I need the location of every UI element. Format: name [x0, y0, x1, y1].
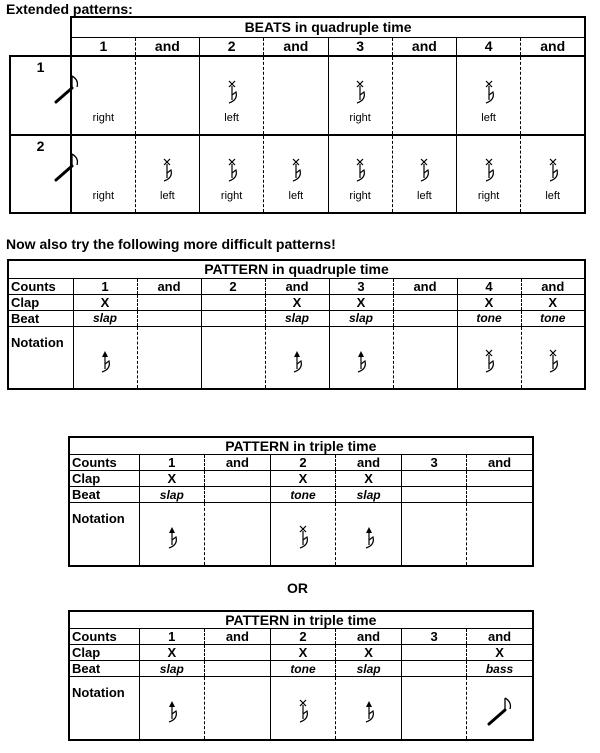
beat-cell [521, 135, 585, 213]
notation-cell [401, 503, 467, 566]
clap-cell [467, 471, 533, 487]
count-cell: 2 [201, 278, 265, 294]
bass-note-icon [52, 152, 82, 182]
counts-row [8, 278, 585, 294]
beat-cell: slap [73, 310, 137, 326]
clap-cell [401, 471, 467, 487]
bass-note-icon [52, 74, 82, 104]
notation-cell [467, 677, 533, 740]
slap-note-icon [290, 349, 304, 373]
difficult-patterns-title: Now also try the following more difficult patterns! [6, 236, 336, 252]
clap-row [8, 294, 585, 310]
count-cell: 1 [139, 629, 205, 645]
beat-cell [401, 661, 467, 677]
notation-cell [521, 327, 585, 389]
slap-note-icon [362, 525, 376, 549]
clap-cell: X [329, 294, 393, 310]
tone-note-icon [296, 699, 310, 723]
count-cell: and [336, 629, 402, 645]
beat-row [69, 487, 533, 503]
clap-cell: X [73, 294, 137, 310]
beat-cell [205, 661, 271, 677]
tone-note-icon [546, 158, 560, 182]
clap-cell [201, 294, 265, 310]
beat-cell: slap [336, 661, 402, 677]
count-cell: 2 [270, 629, 336, 645]
notation-cell [336, 503, 402, 566]
clap-cell: X [457, 294, 521, 310]
clap-row [69, 645, 533, 661]
beat-cell [328, 56, 392, 135]
clap-cell: X [336, 645, 402, 661]
beat-cell: tone [457, 310, 521, 326]
notation-cell [270, 677, 336, 740]
clap-label: Clap [69, 471, 139, 487]
counts-label: Counts [69, 455, 139, 471]
clap-cell: X [139, 645, 205, 661]
notation-cell [265, 327, 329, 389]
hand-label: right [92, 111, 115, 124]
notation-cell [205, 503, 271, 566]
count-cell: 4 [457, 278, 521, 294]
hand-label: right [349, 190, 371, 202]
count-cell: and [467, 629, 533, 645]
count-cell: and [135, 37, 199, 56]
clap-cell: X [265, 294, 329, 310]
beat-label: Beat [69, 487, 139, 503]
clap-cell: X [521, 294, 585, 310]
notation-label: Notation [69, 677, 139, 740]
tone-note-icon [482, 80, 496, 104]
notation-row [69, 503, 533, 566]
count-cell: 3 [401, 455, 467, 471]
notation-cell [393, 327, 457, 389]
clap-cell: X [270, 645, 336, 661]
hand-label: right [92, 190, 115, 202]
notation-row [8, 327, 585, 389]
tone-note-icon [482, 158, 496, 182]
count-cell: and [265, 278, 329, 294]
clap-cell: X [270, 471, 336, 487]
beat-cell: slap [336, 487, 402, 503]
clap-row [69, 471, 533, 487]
beat-cell [137, 310, 201, 326]
count-cell: 4 [457, 37, 521, 56]
tone-note-icon [546, 349, 560, 373]
table-header: PATTERN in quadruple time [8, 260, 585, 278]
tone-note-icon [289, 158, 303, 182]
beat-cell [71, 135, 135, 213]
notation-cell [139, 503, 205, 566]
bass-note-icon [485, 696, 515, 726]
count-cell: and [205, 455, 271, 471]
tone-note-icon [417, 158, 431, 182]
table-header: BEATS in quadruple time [71, 17, 585, 37]
beat-cell [71, 56, 135, 135]
beat-cell: tone [270, 487, 336, 503]
pattern-number: 1 [10, 56, 71, 135]
hand-label: left [288, 190, 304, 202]
slap-note-icon [165, 699, 179, 723]
beat-label: Beat [69, 661, 139, 677]
counts-label: Counts [8, 278, 73, 294]
pattern-row [10, 56, 585, 135]
tone-note-icon [353, 158, 367, 182]
beat-cell: tone [270, 661, 336, 677]
hand-label: left [481, 111, 496, 124]
count-cell: and [264, 37, 328, 56]
clap-cell [205, 471, 271, 487]
beat-cell [264, 135, 328, 213]
beat-cell [457, 135, 521, 213]
count-cell: and [137, 278, 201, 294]
hand-label: right [220, 190, 243, 202]
count-cell: 3 [401, 629, 467, 645]
beat-cell [392, 135, 456, 213]
clap-cell [401, 645, 467, 661]
beat-cell [205, 487, 271, 503]
beat-cell [201, 310, 265, 326]
tone-note-icon [225, 80, 239, 104]
beat-cell: slap [265, 310, 329, 326]
pattern-triple-table-2 [68, 610, 534, 741]
tone-note-icon [353, 80, 367, 104]
beat-cell [135, 56, 199, 135]
slap-note-icon [165, 525, 179, 549]
count-cell: 2 [200, 37, 264, 56]
clap-label: Clap [69, 645, 139, 661]
tone-note-icon [160, 158, 174, 182]
notation-cell [329, 327, 393, 389]
beat-cell [328, 135, 392, 213]
slap-note-icon [98, 349, 112, 373]
beat-cell: tone [521, 310, 585, 326]
beat-cell [457, 56, 521, 135]
count-cell: and [467, 455, 533, 471]
pattern-row [10, 135, 585, 213]
hand-label: left [417, 190, 432, 202]
notation-cell [270, 503, 336, 566]
hand-label: right [477, 190, 500, 202]
beat-cell: slap [329, 310, 393, 326]
clap-cell: X [139, 471, 205, 487]
count-cell: 3 [328, 37, 392, 56]
beat-label: Beat [8, 310, 73, 326]
beat-row [8, 310, 585, 326]
beat-cell [264, 56, 328, 135]
count-cell: and [521, 278, 585, 294]
notation-label: Notation [8, 327, 73, 389]
clap-label: Clap [8, 294, 73, 310]
hand-label: left [160, 190, 175, 202]
counts-row [10, 37, 585, 56]
hand-label: left [224, 111, 239, 124]
beat-cell [135, 135, 199, 213]
count-cell: and [205, 629, 271, 645]
table-header: PATTERN in triple time [69, 437, 533, 455]
slap-note-icon [354, 349, 368, 373]
count-cell: and [393, 278, 457, 294]
clap-cell [205, 645, 271, 661]
count-cell: 3 [329, 278, 393, 294]
clap-cell: X [336, 471, 402, 487]
beat-cell [393, 310, 457, 326]
beat-cell [200, 135, 264, 213]
notation-cell [467, 503, 533, 566]
beat-cell [401, 487, 467, 503]
count-cell: 2 [270, 455, 336, 471]
count-cell: 1 [139, 455, 205, 471]
beat-cell [467, 487, 533, 503]
counts-row [69, 455, 533, 471]
beat-cell: bass [467, 661, 533, 677]
beat-cell [200, 56, 264, 135]
notation-row [69, 677, 533, 740]
pattern-quadruple-table [7, 259, 586, 390]
tone-note-icon [225, 158, 239, 182]
beat-cell: slap [139, 487, 205, 503]
notation-cell [457, 327, 521, 389]
hand-label: right [349, 111, 371, 124]
beat-cell: slap [139, 661, 205, 677]
notation-label: Notation [69, 503, 139, 566]
beat-row [69, 661, 533, 677]
beat-cell [521, 56, 585, 135]
notation-cell [201, 327, 265, 389]
beat-cell [392, 56, 456, 135]
notation-cell [73, 327, 137, 389]
count-cell: 1 [73, 278, 137, 294]
notation-cell [137, 327, 201, 389]
tone-note-icon [296, 525, 310, 549]
clap-cell [393, 294, 457, 310]
count-cell: and [392, 37, 456, 56]
tone-note-icon [482, 349, 496, 373]
notation-cell [336, 677, 402, 740]
or-label: OR [287, 580, 308, 596]
extended-patterns-title: Extended patterns: [6, 1, 133, 17]
pattern-triple-table-1 [68, 436, 534, 567]
slap-note-icon [362, 699, 376, 723]
notation-cell [139, 677, 205, 740]
hand-label: left [545, 190, 561, 202]
count-cell: and [521, 37, 585, 56]
counts-row [69, 629, 533, 645]
beats-quadruple-table [9, 16, 586, 214]
count-cell: and [336, 455, 402, 471]
pattern-number: 2 [10, 135, 71, 213]
count-cell: 1 [71, 37, 135, 56]
notation-cell [205, 677, 271, 740]
clap-cell: X [467, 645, 533, 661]
clap-cell [137, 294, 201, 310]
table-header: PATTERN in triple time [69, 611, 533, 629]
notation-cell [401, 677, 467, 740]
counts-label: Counts [69, 629, 139, 645]
